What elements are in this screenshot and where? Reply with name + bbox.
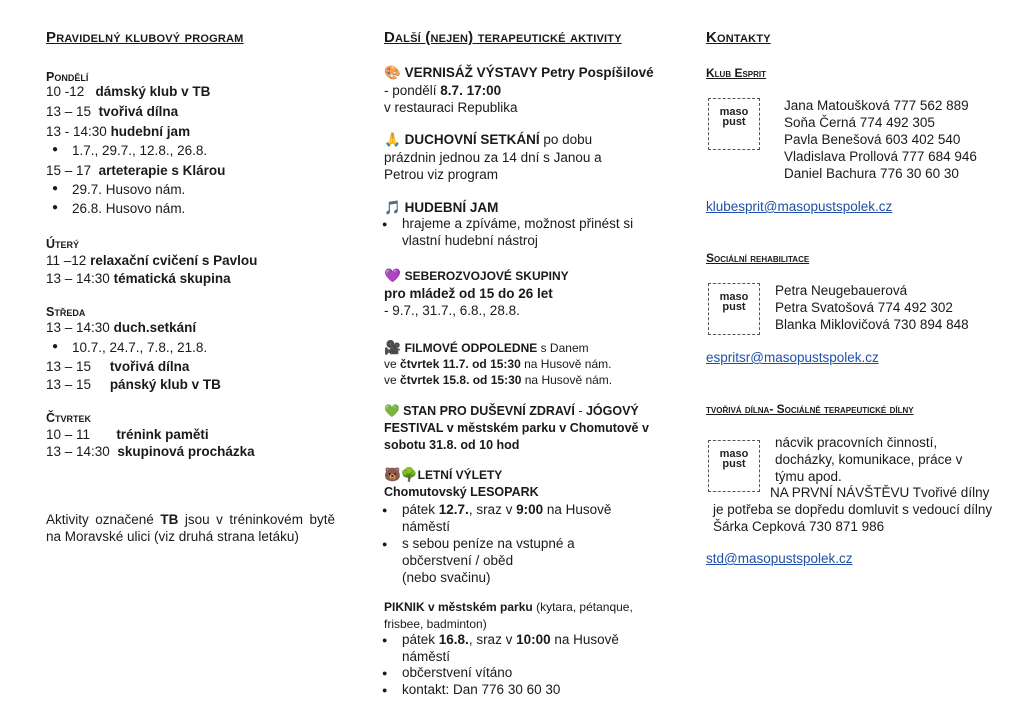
masopust-logo: maso pust [708, 283, 760, 335]
self-development-dates: - 9.7., 31.7., 6.8., 28.8. [384, 303, 520, 318]
schedule-row: 13 – 15 tvořivá dílna [46, 359, 190, 374]
list-item: ● 1.7., 29.7., 12.8., 26.8. [72, 143, 207, 158]
event-summer-trips: 🐻🌳LETNÍ VÝLETY [384, 467, 503, 483]
tb-note: Aktivity označené TB jsou v tréninkovém bytě na Moravské ulici (viz druhá strana letáku) [46, 512, 335, 544]
workshop-description: nácvik pracovních činností, docházky, komunikace, práce v týmu apod. [775, 435, 963, 484]
section-title-klub-esprit: Klub Esprit [706, 66, 767, 80]
workshop-first-visit-note: NA PRVNÍ NÁVŠTĚVU Tvořivé dílny je potřeba se dopředu domluvit s vedoucí dílny Šárka Cepková 730 871 986 [713, 485, 993, 534]
klub-esprit-contacts: Jana Matoušková 777 562 889 Soňa Černá 774 492 305 Pavla Benešová 603 402 540 Vladislava Prollová 777 684 946 Daniel Bachura 776 30 60 30 [784, 98, 977, 181]
schedule-row: 13 – 14:30 skupinová procházka [46, 444, 255, 459]
list-item: ● 26.8. Husovo nám. [72, 201, 185, 216]
self-development-age: pro mládež od 15 do 26 let [384, 286, 553, 301]
list-item: ● kontakt: Dan 776 30 60 30 [382, 682, 561, 697]
day-thursday: Čtvrtek [46, 411, 92, 425]
masopust-logo: maso pust [708, 440, 760, 492]
schedule-row: 13 – 14:30 duch.setkání [46, 320, 197, 335]
list-item: ● občerstvení vítáno [382, 665, 513, 680]
day-monday: Pondělí [46, 70, 89, 84]
email-link-workshop[interactable]: std@masopustspolek.cz [706, 551, 853, 566]
section-title-social-rehab: Sociální rehabilitace [706, 251, 810, 265]
schedule-row: 13 – 14:30 tématická skupina [46, 271, 231, 286]
list-item: ● pátek 12.7., sraz v 9:00 na Husově náměstí [382, 502, 612, 534]
masopust-logo: maso pust [708, 98, 760, 150]
event-mental-health-tent: 💚 STAN PRO DUŠEVNÍ ZDRAVÍ - JÓGOVÝ FESTIVAL v městském parku v Chomutově v sobotu 31.8. od 10 hod [384, 403, 649, 452]
purple-heart-icon: 💜 [384, 268, 401, 284]
green-heart-icon: 💚 [384, 403, 400, 418]
day-tuesday: Úterý [46, 237, 80, 251]
schedule-row: 13 – 15 pánský klub v TB [46, 377, 221, 392]
praying-hands-icon: 🙏 [384, 132, 401, 148]
list-item: ● hrajeme a zpíváme, možnost přinést si vlastní hudební nástroj [382, 216, 634, 248]
event-spiritual-meeting: 🙏 DUCHOVNÍ SETKÁNÍ po dobu prázdnin jednou za 14 dní s Janou a Petrou viz program [384, 132, 602, 182]
music-note-icon: 🎵 [384, 200, 401, 216]
schedule-row: 10 -12 dámský klub v TB [46, 84, 211, 99]
schedule-row: 15 – 17 arteterapie s Klárou [46, 163, 226, 178]
bear-tree-icon: 🐻🌳 [384, 467, 418, 483]
list-item: ● pátek 16.8., sraz v 10:00 na Husově náměstí [382, 632, 619, 664]
schedule-row: 13 - 14:30 hudební jam [46, 124, 191, 139]
social-rehab-contacts: Petra Neugebauerová Petra Svatošová 774 492 302 Blanka Miklovičová 730 894 848 [775, 283, 969, 332]
heading-club-program: Pravidelný klubový program [46, 29, 244, 46]
list-item: ● s sebou peníze na vstupné a občerstvení / oběd (nebo svačinu) [382, 536, 575, 585]
section-title-workshop: tvořivá dílna- Sociálně terapeutické dílny [706, 402, 914, 416]
film-date-1: ve čtvrtek 11.7. od 15:30 na Husově nám. [384, 357, 612, 371]
film-date-2: ve čtvrtek 15.8. od 15:30 na Husově nám. [384, 373, 613, 387]
schedule-row: 11 –12 relaxační cvičení s Pavlou [46, 253, 258, 268]
email-link-klub-esprit[interactable]: klubesprit@masopustspolek.cz [706, 199, 893, 214]
summer-trips-place: Chomutovský LESOPARK [384, 485, 539, 499]
event-vernissage: 🎨 VERNISÁŽ VÝSTAVY Petry Pospíšilové - pondělí 8.7. 17:00 v restauraci Republika [384, 65, 654, 115]
list-item: ● 29.7. Husovo nám. [72, 182, 185, 197]
day-wednesday: Středa [46, 305, 86, 319]
palette-icon: 🎨 [384, 65, 401, 81]
schedule-row: 10 – 11 trénink paměti [46, 427, 209, 442]
heading-contacts: Kontakty [706, 29, 771, 46]
email-link-social-rehab[interactable]: espritsr@masopustspolek.cz [706, 350, 879, 365]
list-item: ● 10.7., 24.7., 7.8., 21.8. [72, 340, 207, 355]
movie-camera-icon: 🎥 [384, 340, 401, 356]
event-self-development: 💜 SEBEROZVOJOVÉ SKUPINY [384, 268, 569, 284]
schedule-row: 13 – 15 tvořivá dílna [46, 104, 179, 119]
event-picnic: PIKNIK v městském parku (kytara, pétanque, frisbee, badminton) [384, 600, 633, 631]
event-music-jam: 🎵 HUDEBNÍ JAM [384, 200, 499, 216]
event-film-afternoon: 🎥 FILMOVÉ ODPOLEDNE s Danem [384, 340, 589, 356]
heading-other-activities: Další (nejen) terapeutické aktivity [384, 29, 622, 46]
